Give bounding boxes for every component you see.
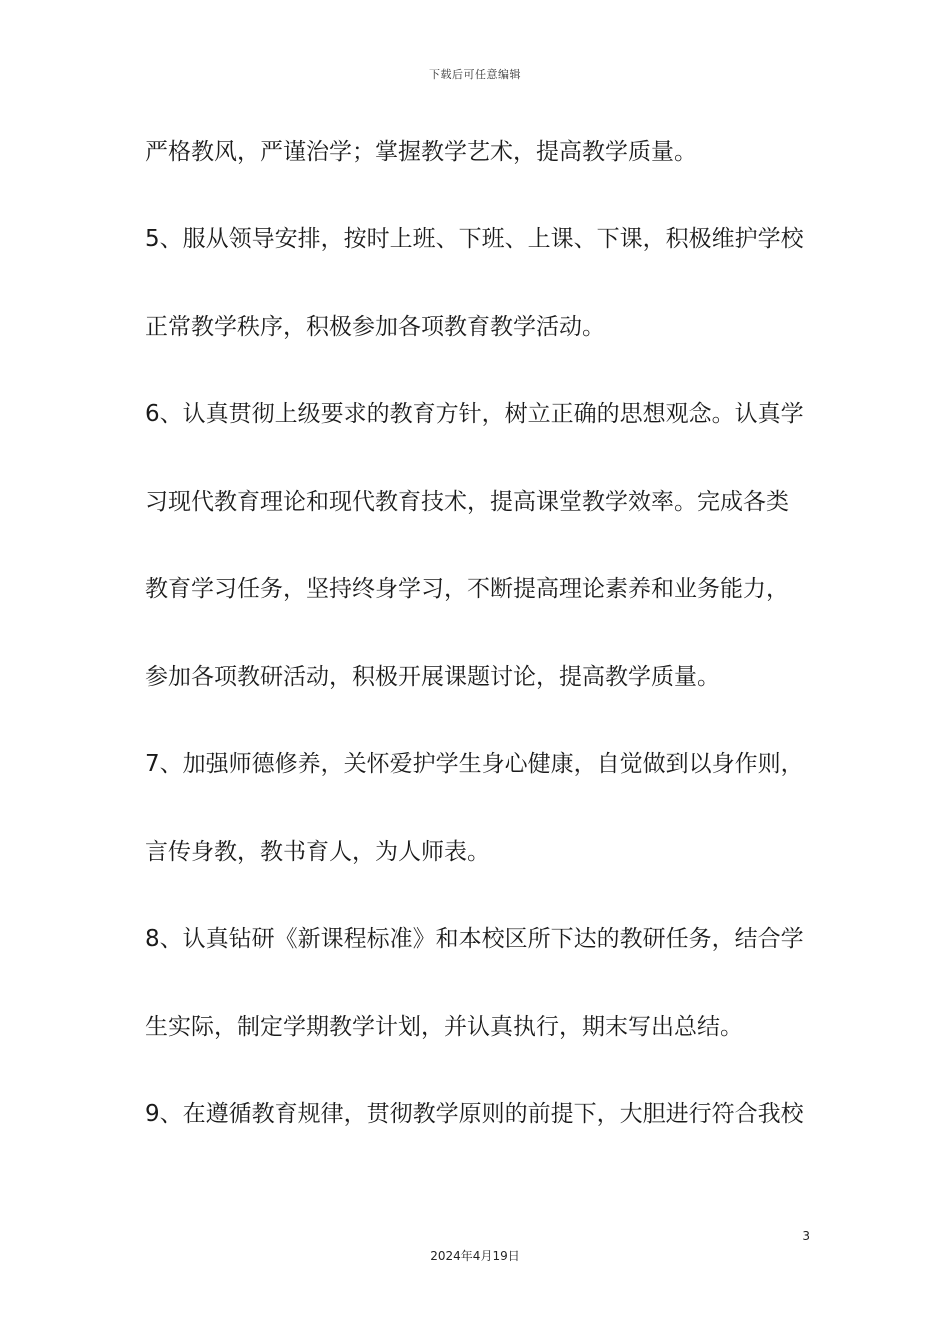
body-text-line: 习现代教育理论和现代教育技术，提高课堂教学效率。完成各类 xyxy=(145,489,789,515)
body-text-line: 生实际，制定学期教学计划，并认真执行，期末写出总结。 xyxy=(145,1014,743,1040)
body-text-line: 言传身教，教书育人，为人师表。 xyxy=(145,839,490,865)
body-text-line: 9、在遵循教育规律，贯彻教学原则的前提下，大胆进行符合我校 xyxy=(145,1101,804,1127)
body-text-line: 教育学习任务，坚持终身学习，不断提高理论素养和业务能力， xyxy=(145,576,789,602)
body-text-line: 7、加强师德修养，关怀爱护学生身心健康，自觉做到以身作则， xyxy=(145,751,804,777)
body-text-line: 严格教风，严谨治学；掌握教学艺术，提高教学质量。 xyxy=(145,139,697,165)
page-number: 3 xyxy=(802,1229,810,1243)
page-header: 下载后可任意编辑 xyxy=(429,68,521,81)
body-text-line: 正常教学秩序，积极参加各项教育教学活动。 xyxy=(145,314,605,340)
footer-date: 2024年4月19日 xyxy=(430,1249,520,1263)
body-text-line: 5、服从领导安排，按时上班、下班、上课、下课，积极维护学校 xyxy=(145,226,804,252)
body-text-line: 6、认真贯彻上级要求的教育方针，树立正确的思想观念。认真学 xyxy=(145,401,804,427)
body-text-line: 参加各项教研活动，积极开展课题讨论，提高教学质量。 xyxy=(145,664,720,690)
body-text-line: 8、认真钻研《新课程标准》和本校区所下达的教研任务，结合学 xyxy=(145,926,804,952)
